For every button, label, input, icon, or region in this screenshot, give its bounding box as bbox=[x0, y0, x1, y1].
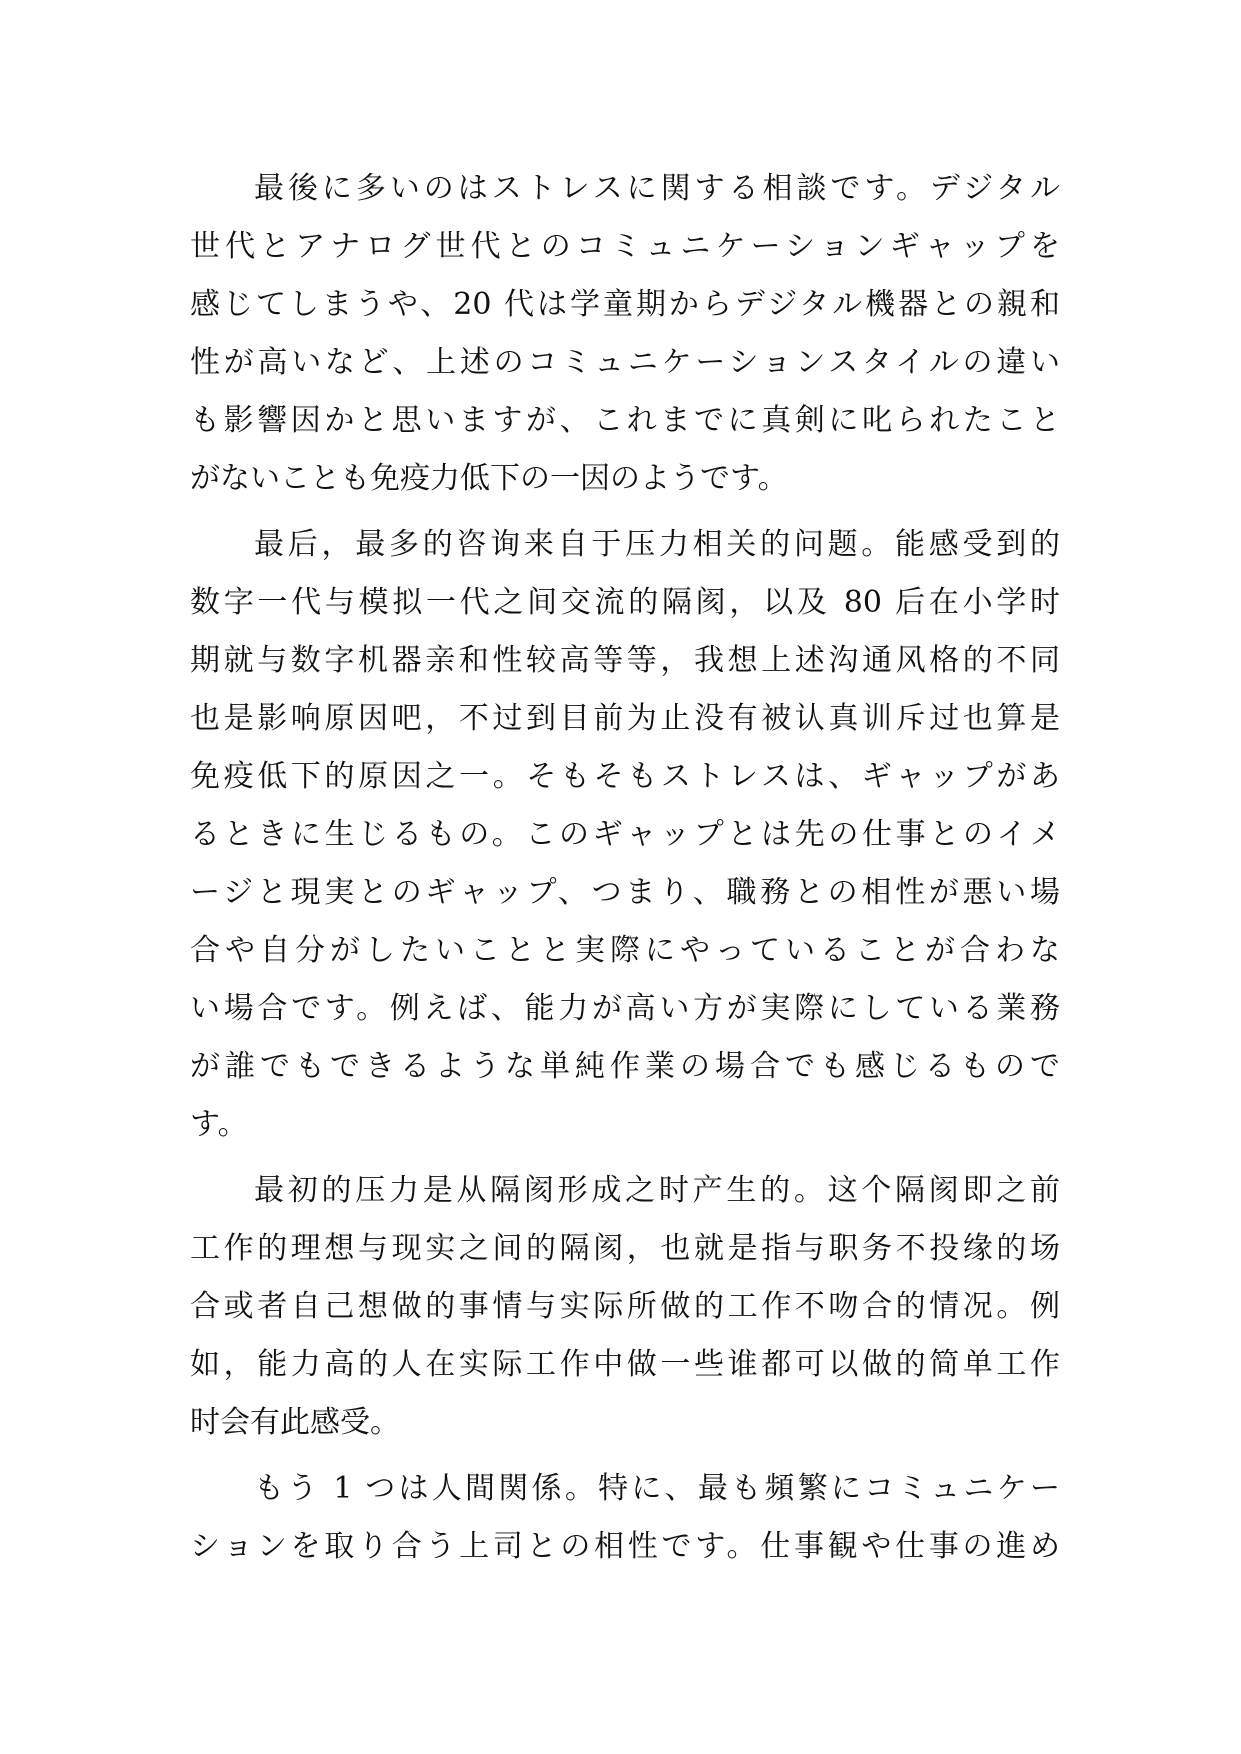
text-line: ージと現実とのギャップ、つまり、職務との相性が悪い場 bbox=[190, 875, 1060, 910]
text-line: 也是影响原因吧，不过到目前为止没有被认真训斥过也算是 bbox=[190, 701, 1060, 736]
document-body bbox=[190, 160, 1060, 1576]
text-line: す。 bbox=[190, 1107, 248, 1142]
paragraph-gap-chinese bbox=[190, 1162, 1060, 1452]
text-line: 数字一代与模拟一代之间交流的隔阂，以及 80 后在小学时 bbox=[190, 585, 1060, 620]
paragraph-stress-japanese bbox=[190, 160, 1060, 508]
text-line: 最後に多いのはストレスに関する相談です。デジタル bbox=[254, 171, 1060, 206]
paragraph-relationships-japanese bbox=[190, 1460, 1060, 1576]
text-line: がないことも免疫力低下の一因のようです。 bbox=[190, 461, 788, 496]
text-line: もう 1 つは人間関係。特に、最も頻繁にコミュニケー bbox=[254, 1471, 1060, 1506]
text-line: 如，能力高的人在实际工作中做一些谁都可以做的简单工作 bbox=[190, 1347, 1060, 1382]
text-line: が誰でもできるような単純作業の場合でも感じるもので bbox=[190, 1049, 1060, 1084]
text-line: 工作的理想与现实之间的隔阂，也就是指与职务不投缘的场 bbox=[190, 1231, 1060, 1266]
text-line: 期就与数字机器亲和性较高等等，我想上述沟通风格的不同 bbox=[190, 643, 1060, 678]
text-line: るときに生じるもの。このギャップとは先の仕事とのイメ bbox=[190, 817, 1060, 852]
paragraph-stress-chinese-mixed bbox=[190, 516, 1060, 1154]
text-line: 合や自分がしたいことと実際にやっていることが合わな bbox=[190, 933, 1060, 968]
text-line: も影響因かと思いますが、これまでに真剣に叱られたこと bbox=[190, 403, 1060, 438]
text-line: 合或者自己想做的事情与实际所做的工作不吻合的情况。例 bbox=[190, 1289, 1060, 1324]
text-line: 最初的压力是从隔阂形成之时产生的。这个隔阂即之前 bbox=[254, 1173, 1060, 1208]
text-line: ションを取り合う上司との相性です。仕事観や仕事の進め bbox=[190, 1529, 1060, 1564]
text-line: 时会有此感受。 bbox=[190, 1405, 400, 1440]
text-line: 感じてしまうや、20 代は学童期からデジタル機器との親和 bbox=[190, 287, 1060, 322]
text-line: 免疫低下的原因之一。そもそもストレスは、ギャップがあ bbox=[190, 759, 1060, 794]
text-line: 最后，最多的咨询来自于压力相关的问题。能感受到的 bbox=[254, 527, 1060, 562]
text-line: 性が高いなど、上述のコミュニケーションスタイルの違い bbox=[190, 345, 1060, 380]
text-line: い場合です。例えば、能力が高い方が実際にしている業務 bbox=[190, 991, 1060, 1026]
text-line: 世代とアナログ世代とのコミュニケーションギャップを bbox=[190, 229, 1060, 264]
